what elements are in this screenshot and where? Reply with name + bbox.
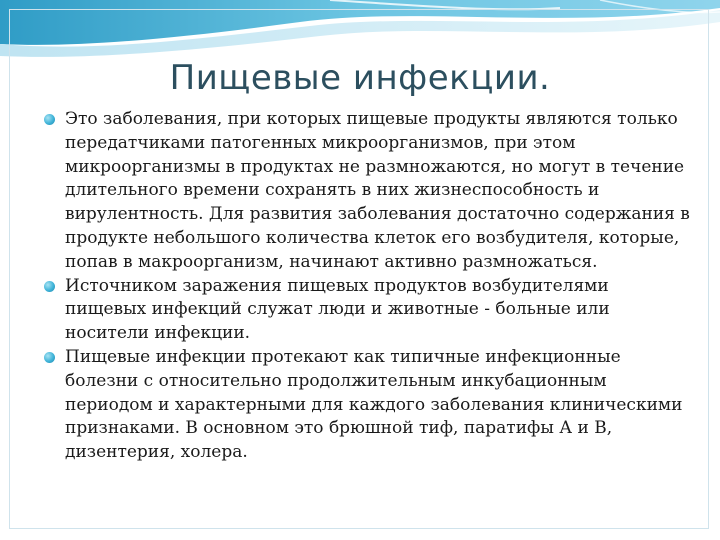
bullet-item bbox=[44, 275, 694, 346]
bullet-text: Это заболевания, при которых пищевые продукты являются только передатчиками патогенных микроорганизмов, при этом микроорганизмы в продуктах не размножаются, но могут в течение длительного времени сохранять в них жизнеспособность и вирулентность. Для развития заболевания достаточно содержания в продукте небольшого количества клеток его возбудителя, которые, попав в макроорганизм, начинают активно размножаться. bbox=[65, 109, 690, 272]
bullet-text: Источником заражения пищевых продуктов возбудителями пищевых инфекций служат люди и животные - больные или носители инфекции. bbox=[65, 275, 610, 344]
bullet-dot-icon bbox=[44, 352, 55, 363]
bullet-item bbox=[44, 346, 694, 465]
bullet-item bbox=[44, 108, 694, 275]
bullet-dot-icon bbox=[44, 114, 55, 125]
bullet-text: Пищевые инфекции протекают как типичные инфекционные болезни с относительно продолжительным инкубационным периодом и характерными для каждого заболевания клиническими признаками. В основном это брюшной тиф, паратифы А и В, дизентерия, холера. bbox=[65, 346, 683, 463]
bullet-list bbox=[44, 108, 694, 465]
slide-title: Пищевые инфекции. bbox=[169, 58, 551, 98]
bullet-dot-icon bbox=[44, 281, 55, 292]
